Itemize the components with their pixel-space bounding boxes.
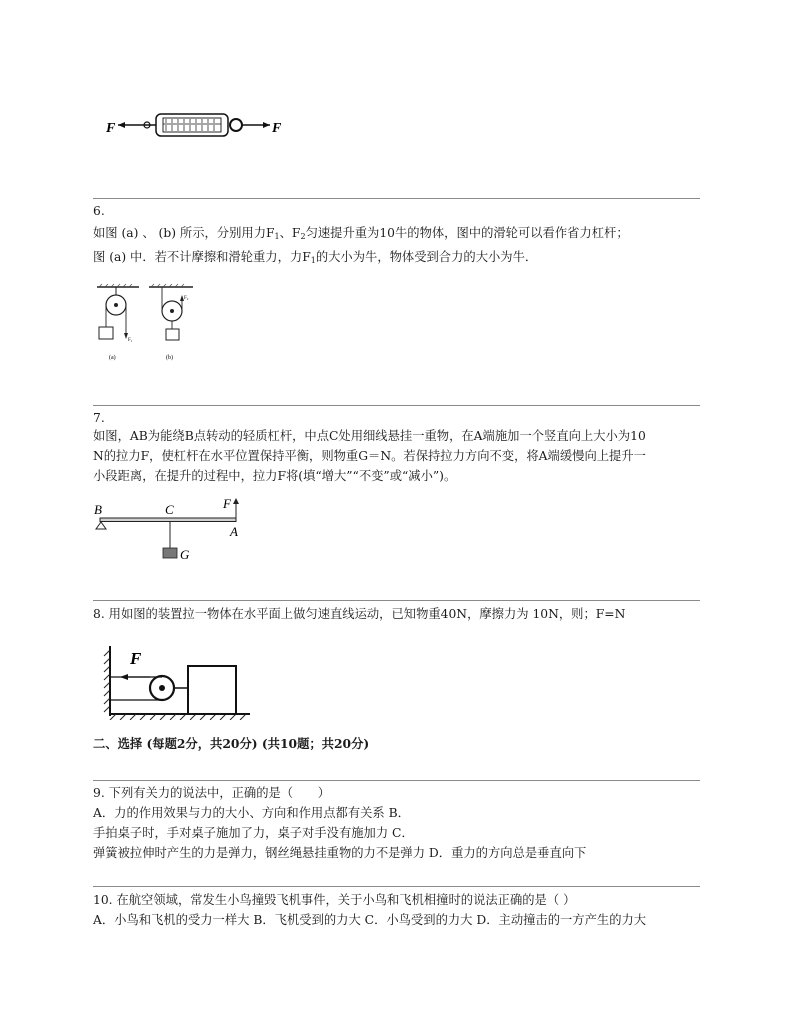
q6-line1-c: 匀速提升重为10牛的物体，图中的滑轮可以看作省力杠杆； <box>305 226 629 240</box>
lever-label-c: C <box>165 502 174 517</box>
divider-q10 <box>93 886 700 887</box>
q10-line1: 10. 在航空领域，常发生小鸟撞毁飞机事件，关于小鸟和飞机相撞时的说法正确的是（ ） <box>93 893 576 907</box>
lever-figure <box>93 494 253 566</box>
q6-line1-a: 如图 (a) 、 (b) 所示，分别用力F <box>93 226 275 240</box>
q6-line1-b: 、F <box>279 226 301 240</box>
q6-line2-b: 的大小为牛，物体受到合力的大小为牛． <box>315 250 538 264</box>
q9-line3: 手拍桌子时，手对桌子施加了力，桌子对手没有施加力 C． <box>93 826 414 840</box>
spring-balance-figure <box>100 108 290 144</box>
pulley-b-label: (b) <box>166 355 173 361</box>
q9-line4: 弹簧被拉伸时产生的力是弹力，钢丝绳悬挂重物的力不是弹力 D．重力的方向总是垂直向下 <box>93 846 587 860</box>
q6-line1 <box>93 223 703 247</box>
q6-line2 <box>93 247 703 271</box>
lever-label-f: F <box>223 496 231 511</box>
pulley-a-f1: F₁ <box>128 338 133 343</box>
lever-label-a: A <box>230 524 238 539</box>
section2-title: 二、选择 (每题2分，共20分) (共10题；共20分) <box>93 736 370 751</box>
lever-label-g: G <box>180 547 190 562</box>
q7-line3: 小段距离，在提升的过程中，拉力F将(填“增大”“不变”或“减小”)。 <box>93 469 457 483</box>
q7-line2: N的拉力F，使杠杆在水平位置保持平衡，则物重G＝N。若保持拉力方向不变，将A端缓慢向上提升一 <box>93 449 646 463</box>
pulley-block-figure <box>100 642 255 720</box>
q8-line1: 8. 用如图的装置拉一物体在水平面上做匀速直线运动，已知物重40N，摩擦力为 10N，则；F=N <box>93 607 626 621</box>
q7-number: 7. <box>93 411 105 425</box>
pulley-figure <box>93 283 203 363</box>
q6-sub3: 1 <box>310 256 316 265</box>
pulley-block-f: F <box>130 649 142 668</box>
q6-number: 6. <box>93 204 105 218</box>
divider-q9 <box>93 780 700 781</box>
q7-line1: 如图，AB为能绕B点转动的轻质杠杆，中点C处用细线悬挂一重物，在A端施加一个竖直向上大小为10 <box>93 429 646 443</box>
fig-top-left-f: F <box>106 121 116 136</box>
fig-top-right-f: F <box>272 121 282 136</box>
divider-q7 <box>93 405 700 406</box>
q10-line2: A．小鸟和飞机的受力一样大 B．飞机受到的力大 C．小鸟受到的力大 D．主动撞击的一方产生的力大 <box>93 913 647 927</box>
divider-q6 <box>93 198 700 199</box>
q9-line1: 9. 下列有关力的说法中，正确的是（ ） <box>93 786 330 800</box>
divider-q8 <box>93 600 700 601</box>
pulley-b-f2: F₂ <box>184 296 189 301</box>
q6-line2-a: 图 (a) 中．若不计摩擦和滑轮重力，力F <box>93 250 311 264</box>
lever-label-b: B <box>94 502 102 517</box>
q6-sub1: 1 <box>274 232 280 241</box>
pulley-a-label: (a) <box>109 355 116 361</box>
q6-sub2: 2 <box>300 232 306 241</box>
q9-line2: A．力的作用效果与力的大小、方向和作用点都有关系 B． <box>93 806 410 820</box>
